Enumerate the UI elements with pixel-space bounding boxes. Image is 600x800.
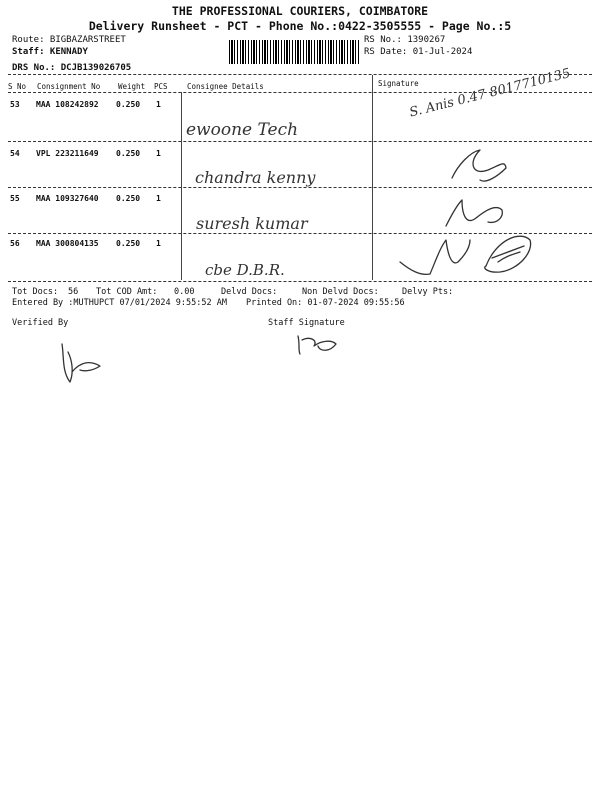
row-consignment: MAA 108242892	[36, 100, 99, 109]
verified-by-label: Verified By	[12, 318, 69, 328]
row-consignee-handwritten: ewoone Tech	[186, 120, 299, 140]
staff-label: Staff: KENNADY	[12, 47, 88, 57]
delvy-pts-label: Delvy Pts:	[402, 287, 454, 297]
staff-signature-label: Staff Signature	[268, 318, 345, 328]
row-weight: 0.250	[116, 239, 141, 248]
drs-number: DRS No.: DCJB139026705	[12, 63, 132, 73]
col-header-signature: Signature	[378, 79, 419, 88]
row-weight: 0.250	[116, 100, 141, 109]
tot-docs-label: Tot Docs:	[12, 287, 59, 297]
col-header-consignment: Consignment No	[37, 82, 101, 91]
printed-on: Printed On: 01-07-2024 09:55:56	[246, 298, 405, 308]
row-weight: 0.250	[116, 194, 141, 203]
row-consignment: MAA 109327640	[36, 194, 99, 203]
tot-cod-value: 0.00	[174, 287, 195, 297]
row-consignee-handwritten: suresh kumar	[196, 214, 308, 233]
row-pcs: 1	[156, 100, 161, 109]
runsheet-title: Delivery Runsheet - PCT - Phone No.:0422-3505555 - Page No.:5	[88, 19, 512, 33]
row-weight: 0.250	[116, 149, 141, 158]
non-delvd-docs-label: Non Delvd Docs:	[302, 287, 379, 297]
tot-cod-label: Tot COD Amt:	[96, 287, 158, 297]
row-consignee-handwritten: cbe D.B.R.	[205, 261, 285, 279]
row-sno: 53	[10, 100, 20, 109]
row-pcs: 1	[156, 239, 161, 248]
row-sno: 56	[10, 239, 20, 248]
col-header-weight: Weight	[118, 82, 146, 91]
row-pcs: 1	[156, 194, 161, 203]
delvd-docs-label: Delvd Docs:	[221, 287, 278, 297]
route-label: Route: BIGBAZARSTREET	[12, 35, 126, 45]
rs-number: RS No.: 1390267	[364, 35, 446, 45]
company-name: THE PROFESSIONAL COURIERS, COIMBATORE	[171, 4, 429, 18]
row-pcs: 1	[156, 149, 161, 158]
col-header-sno: S No	[8, 82, 27, 91]
row-sno: 55	[10, 194, 20, 203]
row-consignment: VPL 223211649	[36, 149, 99, 158]
signature-note-handwritten: S. Anis 0.47 8017710135	[408, 66, 572, 121]
tot-docs-value: 56	[68, 287, 79, 297]
row-sno: 54	[10, 149, 20, 158]
row-consignee-handwritten: chandra kenny	[195, 168, 316, 187]
col-header-consignee: Consignee Details	[187, 82, 264, 91]
rs-date: RS Date: 01-Jul-2024	[364, 47, 473, 57]
col-header-pcs: PCS	[154, 82, 168, 91]
row-consignment: MAA 300804135	[36, 239, 99, 248]
entered-by: Entered By :MUTHUPCT 07/01/2024 9:55:52 AM	[12, 298, 227, 308]
